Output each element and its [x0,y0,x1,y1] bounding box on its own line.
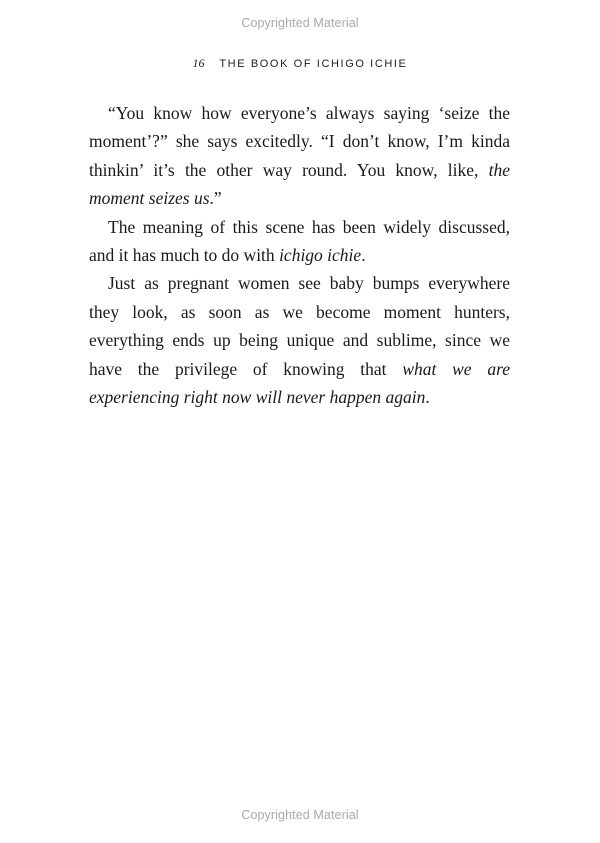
copyright-watermark-top: Copyrighted Material [241,16,359,30]
paragraph-italic-text: ichigo ichie [279,245,362,266]
body-text [89,99,510,411]
paragraph-italic-text: the moment seizes us [89,159,510,209]
paragraph-text: . [361,245,366,266]
book-title: THE BOOK OF ICHIGO ICHIE [219,58,408,70]
running-head [0,56,600,71]
paragraph-3 [89,269,510,411]
paragraph-2 [89,213,510,270]
page-number: 16 [192,56,205,70]
paragraph-italic-text: what we are experiencing right now will never happen again [89,358,511,408]
paragraph-text: Just as pregnant women see baby bumps everywhere they look, as soon as we become moment hunters, everything ends up being unique and sublime, since we have the privilege of knowing that [89,273,510,379]
paragraph-text: The meaning of this scene has been widely discussed, and it has much to do with [89,216,510,266]
paragraph-text: . [425,387,430,408]
paragraph-1 [89,99,510,213]
paragraph-text: .” [209,188,222,209]
copyright-watermark-bottom: Copyrighted Material [241,808,359,822]
paragraph-text: “You know how everyone’s always saying ‘seize the moment’?” she says excitedly. “I don’t know, I’m kinda thinkin’ it’s the other way round. You know, like, [89,103,510,180]
